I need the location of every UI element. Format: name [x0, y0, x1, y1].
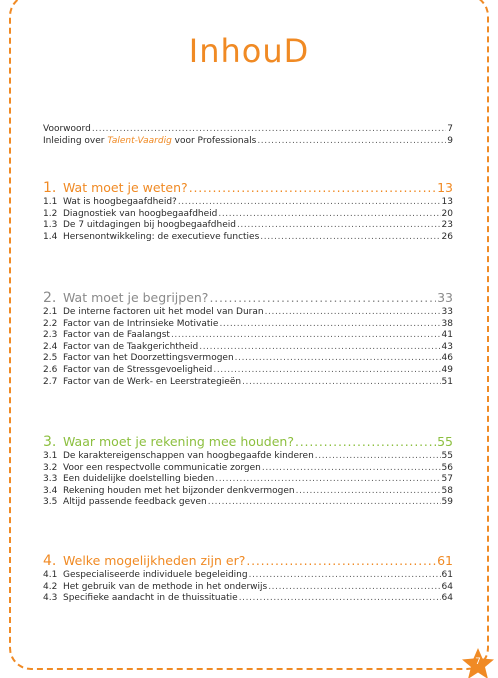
entry-number: 1.1: [43, 197, 58, 207]
toc-entry[interactable]: [43, 377, 453, 389]
entry-number: 1.3: [43, 220, 58, 231]
entry-page: 59: [441, 497, 453, 508]
chapter-4-section: [43, 553, 453, 605]
entry-number: 2.4: [43, 341, 58, 352]
chapter-title: Wat moet je begrijpen?: [63, 290, 209, 305]
leader-dots: [246, 553, 436, 569]
chapter-heading[interactable]: [43, 180, 453, 196]
entry-number: 2.3: [43, 330, 58, 341]
leader-dots: [199, 342, 440, 354]
entry-number: 3.5: [43, 497, 58, 508]
toc-entry[interactable]: [43, 209, 453, 221]
entry-page: 9: [447, 135, 453, 146]
entry-number: 4.1: [43, 570, 58, 580]
entry-text: De 7 uitdagingen bij hoogbegaafdheid: [63, 220, 236, 231]
toc-entry[interactable]: [43, 220, 453, 232]
toc-entry-voorwoord[interactable]: [43, 124, 453, 136]
leader-dots: [296, 486, 441, 498]
entry-text: Factor van de Taakgerichtheid: [63, 341, 199, 352]
toc-entry[interactable]: [43, 330, 453, 342]
entry-page: 7: [447, 124, 453, 134]
entry-page: 43: [441, 341, 453, 352]
chapter-2-section: [43, 290, 453, 388]
entry-text: Het gebruik van de methode in het onderwijs: [63, 581, 268, 592]
leader-dots: [92, 124, 446, 136]
chapter-title: Welke mogelijkheden zijn er?: [63, 553, 246, 568]
entry-text: Gespecialiseerde individuele begeleiding: [63, 570, 248, 580]
entry-number: 1.4: [43, 231, 58, 242]
chapter-3-section: [43, 434, 453, 509]
toc-entry-inleiding[interactable]: [43, 136, 453, 148]
entry-text: Factor van de Intrinsieke Motivatie: [63, 318, 219, 329]
entry-page: 13: [441, 197, 453, 207]
toc-entry[interactable]: [43, 197, 453, 209]
chapter-page: 61: [437, 553, 453, 568]
leader-dots: [268, 582, 440, 594]
leader-dots: [239, 593, 441, 605]
leader-dots: [295, 434, 436, 450]
toc-entry[interactable]: [43, 593, 453, 605]
entry-page: 49: [441, 364, 453, 375]
entry-page: 26: [441, 231, 453, 242]
leader-dots: [209, 290, 436, 306]
chapter-1-section: [43, 180, 453, 243]
chapter-title: Wat moet je weten?: [63, 180, 188, 195]
entry-number: 2.5: [43, 353, 58, 364]
chapter-heading[interactable]: [43, 553, 453, 569]
entry-number: 3.4: [43, 485, 58, 496]
entry-page: 41: [441, 330, 453, 341]
entry-page: 64: [441, 593, 453, 604]
entry-page: 46: [441, 353, 453, 364]
chapter-page: 13: [437, 180, 453, 195]
leader-dots: [265, 307, 441, 319]
entry-page: 61: [441, 570, 453, 580]
entry-page: 55: [441, 451, 453, 461]
toc-entry[interactable]: [43, 319, 453, 331]
toc-entry[interactable]: [43, 474, 453, 486]
toc-entry[interactable]: [43, 497, 453, 509]
toc-entry[interactable]: [43, 486, 453, 498]
entry-number: 1.2: [43, 208, 58, 219]
chapter-heading[interactable]: [43, 434, 453, 450]
leader-dots: [178, 197, 441, 209]
entry-number: 3.1: [43, 451, 58, 461]
chapter-number: 2.: [43, 290, 57, 306]
chapter-title: Waar moet je rekening mee houden?: [63, 434, 294, 449]
entry-text: Diagnostiek van hoogbegaafdheid: [63, 208, 218, 219]
entry-text: De interne factoren uit het model van Duran: [63, 307, 264, 317]
entry-text: Factor van de Werk- en Leerstrategieën: [63, 376, 242, 387]
leader-dots: [208, 497, 441, 509]
entry-text: Voor een respectvolle communicatie zorgen: [63, 462, 261, 473]
entry-text: Hersenontwikkeling: de executieve functies: [63, 231, 260, 242]
chapter-heading[interactable]: [43, 290, 453, 306]
leader-dots: [237, 220, 441, 232]
entry-text-after: voor Professionals: [171, 135, 257, 146]
entry-number: 3.3: [43, 474, 58, 485]
toc-entry[interactable]: [43, 582, 453, 594]
entry-text: Voorwoord: [43, 124, 91, 134]
page-title: InhouD: [188, 32, 310, 70]
chapter-number: 1.: [43, 180, 57, 196]
leader-dots: [235, 353, 441, 365]
leader-dots: [315, 451, 441, 463]
entry-text: Factor van de Stressgevoeligheid: [63, 364, 213, 375]
toc-entry[interactable]: [43, 307, 453, 319]
chapter-number: 3.: [43, 434, 57, 450]
entry-number: 3.2: [43, 462, 58, 473]
toc-entry[interactable]: [43, 342, 453, 354]
leader-dots: [215, 474, 440, 486]
entry-number: 2.7: [43, 376, 58, 387]
entry-text: Rekening houden met het bijzonder denkvermogen: [63, 485, 295, 496]
entry-text: Een duidelijke doelstelling bieden: [63, 474, 215, 485]
leader-dots: [262, 463, 441, 475]
entry-page: 20: [441, 208, 453, 219]
entry-text: [43, 136, 256, 148]
toc-entry[interactable]: [43, 451, 453, 463]
chapter-page: 33: [437, 290, 453, 305]
entry-text-before: Inleiding over: [43, 135, 108, 146]
leader-dots: [242, 377, 440, 389]
entry-page: 64: [441, 581, 453, 592]
page-number: 7: [475, 657, 481, 667]
toc-entry[interactable]: [43, 570, 453, 582]
entry-page: 57: [441, 474, 453, 485]
entry-text: Specifieke aandacht in de thuissituatie: [63, 593, 238, 604]
leader-dots: [171, 330, 441, 342]
leader-dots: [213, 365, 440, 377]
entry-text: Factor van de Faalangst: [63, 330, 170, 341]
chapter-number: 4.: [43, 553, 57, 569]
leader-dots: [249, 570, 441, 582]
entry-page: 58: [441, 485, 453, 496]
chapter-page: 55: [437, 434, 453, 449]
entry-page: 56: [441, 462, 453, 473]
entry-page: 38: [441, 318, 453, 329]
entry-page: 33: [441, 307, 453, 317]
toc-entry[interactable]: [43, 353, 453, 365]
toc-entry[interactable]: [43, 463, 453, 475]
leader-dots: [260, 232, 440, 244]
leader-dots: [257, 136, 446, 148]
entry-page: 51: [441, 376, 453, 387]
entry-number: 2.2: [43, 318, 58, 329]
entry-number: 2.6: [43, 364, 58, 375]
entry-number: 2.1: [43, 307, 58, 317]
entry-number: 4.3: [43, 593, 58, 604]
toc-entry[interactable]: [43, 232, 453, 244]
entry-text: De karaktereigenschappen van hoogbegaafde kinderen: [63, 451, 314, 461]
entry-page: 23: [441, 220, 453, 231]
entry-text: Wat is hoogbegaafdheid?: [63, 197, 177, 207]
leader-dots: [189, 180, 436, 196]
intro-section: [43, 124, 453, 147]
toc-entry[interactable]: [43, 365, 453, 377]
brand-name: Talent-Vaardig: [107, 135, 172, 146]
entry-text: Altijd passende feedback geven: [63, 497, 207, 508]
leader-dots: [218, 209, 440, 221]
entry-number: 4.2: [43, 581, 58, 592]
entry-text: Factor van het Doorzettingsvermogen: [63, 353, 234, 364]
leader-dots: [219, 319, 440, 331]
